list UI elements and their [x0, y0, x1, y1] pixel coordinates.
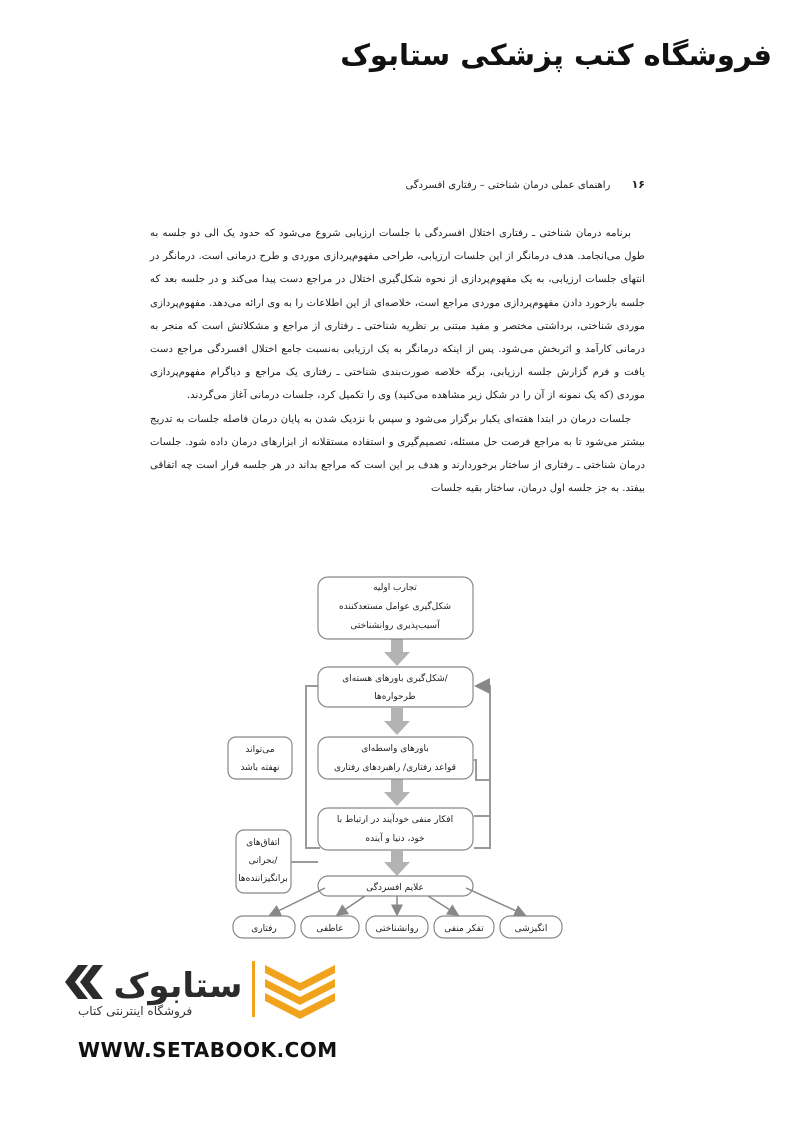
outcome-motivational [500, 916, 562, 938]
box-intermediate-beliefs [318, 737, 473, 779]
box-automatic-thoughts [318, 808, 473, 850]
box-critical-events [236, 830, 291, 893]
book-stack-icon [265, 965, 335, 1019]
svg-text:شکل‌گیری باورهای هسته‌ای/: شکل‌گیری باورهای هسته‌ای/ [342, 674, 448, 684]
svg-text:باورهای واسطه‌ای: باورهای واسطه‌ای [361, 744, 429, 754]
outcome-emotional [301, 916, 359, 938]
svg-text:عاطفی: عاطفی [316, 924, 344, 934]
box-core-beliefs [318, 667, 473, 707]
store-title: فروشگاه کتب پزشکی ستابوک [340, 38, 772, 72]
logo-subtitle: فروشگاه اینترنتی کتاب [78, 1004, 193, 1018]
svg-text:روانشناختی: روانشناختی [375, 924, 419, 934]
logo-wordmark: ستابوک [113, 966, 243, 1006]
box-depression-symptoms [318, 876, 473, 896]
paragraph-1: برنامه درمان شناختی ـ رفتاری اختلال افسردگی با جلسات ارزیابی شروع می‌شود که حدود یک الی دو جلسه به طول می‌انجامد. هدف درمانگر از این جلسات ارزیابی، طراحی مفهوم‌پردازی موردی و طرح درمانی است. درمانگر در انتهای جلسات ارزیابی، به یک مفهوم‌پردازی از نحوه شکل‌گیری اختلال در مراجع دست پیدا می‌کند و در جلسه بعد که جلسه بازخورد دادن مفهوم‌پردازی موردی مراجع است، خلاصه‌ای از این اطلاعات را به وی ارائه می‌دهد. مفهوم‌پردازی موردی شناختی، برداشتی مختصر و مفید مبتنی بر نظریه شناختی ـ رفتاری از مراجع و مشکلاتش است که منجر به درمانی کارآمد و اثربخش می‌شود. پس از اینکه درمانگر به یک ارزیابی به‌نسبت جامع اختلال افسردگی مراجع دست یافت و فرم گزارش جلسه ارزیابی، برگه خلاصه صورت‌بندی شناختی ـ رفتاری یک مراجع و دیاگرام مفهوم‌پردازی موردی (که یک نمونه از آن را در شکل زیر مشاهده می‌کنید) وی را تکمیل کرد، جلسات درمانی آغاز می‌گردند. [150, 228, 645, 402]
svg-text:علایم افسردگی: علایم افسردگی [366, 883, 424, 893]
outcome-behavioral [233, 916, 295, 938]
box-early-experiences [318, 577, 473, 639]
svg-text:اتفاق‌های: اتفاق‌های [246, 838, 280, 848]
svg-text:آسیب‌پذیری روانشناختی: آسیب‌پذیری روانشناختی [350, 621, 440, 631]
svg-text:شکل‌گیری عوامل مستعدکننده: شکل‌گیری عوامل مستعدکننده [338, 602, 452, 612]
svg-text:تجارب اولیه: تجارب اولیه [373, 583, 417, 593]
chevron-icon [65, 965, 103, 999]
svg-text:انگیزشی: انگیزشی [514, 924, 548, 934]
svg-text:افکار منفی خودآیند در ارتباط ب: افکار منفی خودآیند در ارتباط با [336, 815, 454, 825]
svg-text:رفتاری: رفتاری [251, 924, 277, 934]
svg-text:بحرانی/: بحرانی/ [248, 856, 278, 866]
logo-divider [252, 961, 255, 1017]
box-latent [228, 737, 292, 779]
running-head-title: راهنمای عملی درمان شناختی – رفتاری افسردگی [405, 180, 611, 191]
outcome-psychological [366, 916, 428, 938]
svg-text:خود، دنیا و آینده: خود، دنیا و آینده [365, 834, 425, 844]
svg-text:می‌تواند: می‌تواند [245, 745, 275, 755]
svg-text:قواعد رفتاری/ راهبردهای رفتاری: قواعد رفتاری/ راهبردهای رفتاری [334, 763, 456, 773]
svg-text:برانگیزاننده‌ها: برانگیزاننده‌ها [238, 874, 288, 884]
svg-text:تفکر منفی: تفکر منفی [444, 924, 484, 934]
svg-text:نهفته باشد: نهفته باشد [240, 763, 280, 773]
paragraph-2: جلسات درمان در ابتدا هفته‌ای یکبار برگزار می‌شود و سپس با نزدیک شدن به پایان درمان فاصله جلسات به تدریج بیشتر می‌شود تا به مراجع فرصت حل مسئله، تصمیم‌گیری و استفاده مستقلانه از ابزارهای درمان داده شود. جلسات درمان شناختی ـ رفتاری از ساختار برخوردارند و هدف بر این است که مراجع بداند در هر جلسه قرار است چه اتفاقی بیفتد. به جز جلسه اول درمان، ساختار بقیه جلسات [150, 413, 645, 495]
outcome-negative-thinking [434, 916, 494, 938]
page-number: ۱۶ [631, 178, 645, 191]
svg-text:طرحواره‌ها: طرحواره‌ها [374, 692, 416, 702]
logo-url[interactable]: WWW.SETABOOK.COM [78, 1038, 338, 1062]
